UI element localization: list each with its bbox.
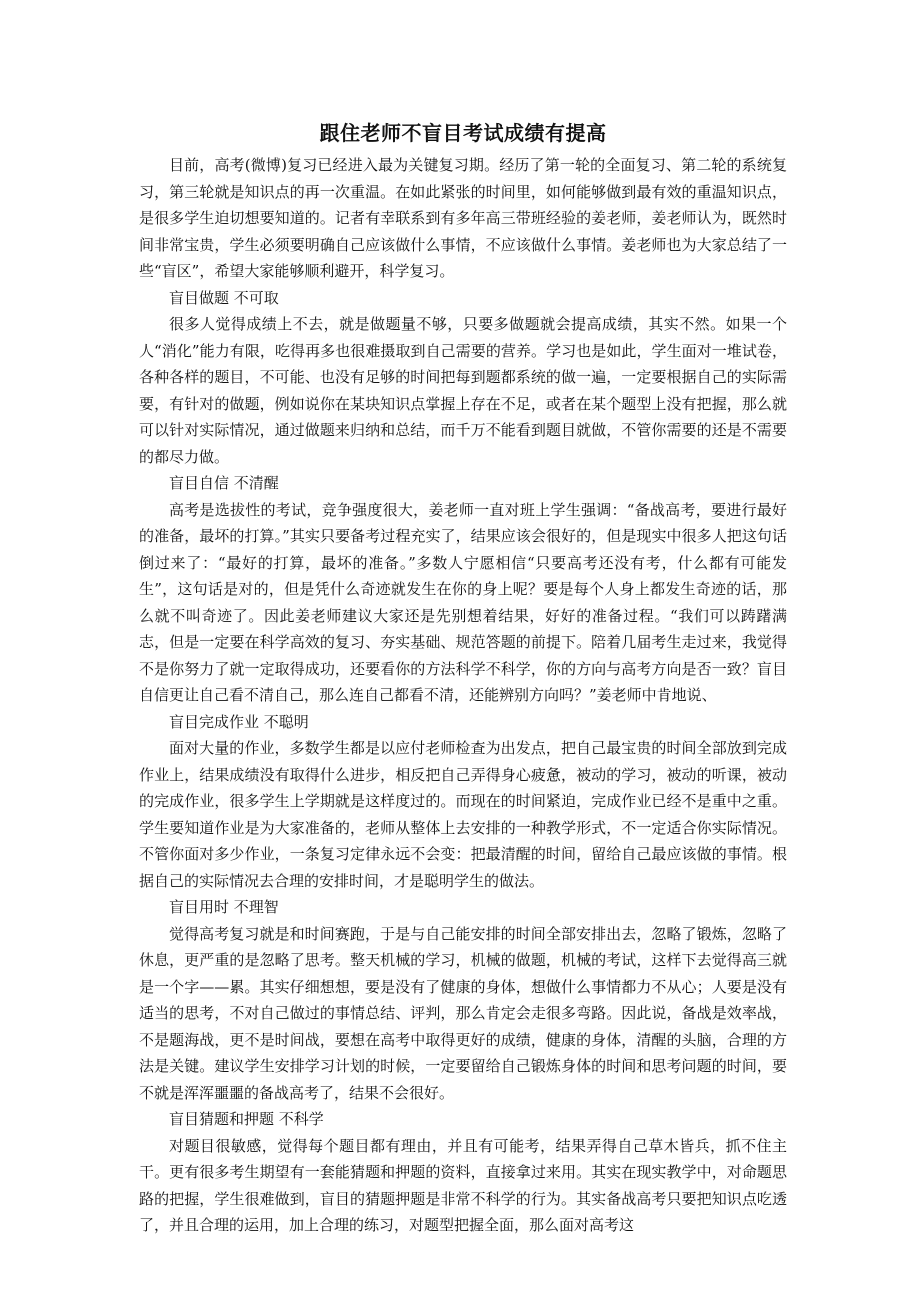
section-body-2: 高考是选拔性的考试，竞争强度很大，姜老师一直对班上学生强调：“备战高考，要进行最好的准备，最坏的打算。”其实只要备考过程充实了，结果应该会很好的，但是现实中很多人把这句话倒过来了：“最好的打算，最坏的准备。”多数人宁愿相信“只要高考还没有考，什么都有可能发生”，这句话是对的，但是凭什么奇迹就发生在你的身上呢？要是每个人身上都发生奇迹的话，那么就不叫奇迹了。因此姜老师建议大家还是先别想着结果，好好的准备过程。“我们可以踌躇满志，但是一定要在科学高效的复习、夯实基础、规范答题的前提下。陪着几届考生走过来，我觉得不是你努力了就一定取得成功，还要看你的方法科学不科学，你的方向与高考方向是否一致？盲目自信更让自己看不清自己，那么连自己都看不清，还能辨别方向吗？”姜老师中肯地说、 bbox=[139, 500, 787, 704]
section-heading-2: 盲目自信 不清醒 bbox=[169, 474, 279, 492]
section-heading-3: 盲目完成作业 不聪明 bbox=[169, 712, 309, 731]
section-body-1: 很多人觉得成绩上不去，就是做题量不够，只要多做题就会提高成绩，其实不然。如果一个人“消化”能力有限，吃得再多也很难摄取到自己需要的营养。学习也是如此，学生面对一堆试卷，各种各样的题目，不可能、也没有足够的时间把每到题都系统的做一遍，一定要根据自己的实际需要，有针对的做题，例如说你在某块知识点掌握上存在不足，或者在某个题型上没有把握，那么就可以针对实际情况，通过做题来归纳和总结，而千万不能看到题目就做，不管你需要的还是不需要的都尽力做。 bbox=[139, 315, 787, 466]
intro-paragraph: 目前，高考(微博)复习已经进入最为关键复习期。经历了第一轮的全面复习、第二轮的系统复习，第三轮就是知识点的再一次重温。在如此紧张的时间里，如何能够做到最有效的重温知识点，是很多学生迫切想要知道的。记者有幸联系到有多年高三带班经验的姜老师，姜老师认为，既然时间非常宝贵，学生必须要明确自己应该做什么事情，不应该做什么事情。姜老师也为大家总结了一些“盲区”，希望大家能够顺利避开，科学复习。 bbox=[139, 156, 787, 280]
section-body-4: 觉得高考复习就是和时间赛跑，于是与自己能安排的时间全部安排出去，忽略了锻炼，忽略了休息，更严重的是忽略了思考。整天机械的学习，机械的做题，机械的考试，这样下去觉得高三就是一个字——累。其实仔细想想，要是没有了健康的身体，想做什么事情都力不从心；人要是没有适当的思考，不对自己做过的事情总结、评判，那么肯定会走很多弯路。因此说，备战是效率战，不是题海战，更不是时间战，要想在高考中取得更好的成绩，健康的身体，清醒的头脑，合理的方法是关键。建议学生安排学习计划的时候，一定要留给自己锻炼身体的时间和思考问题的时间，要不就是浑浑噩噩的备战高考了，结果不会很好。 bbox=[139, 924, 787, 1102]
section-body-3: 面对大量的作业，多数学生都是以应付老师检查为出发点，把自己最宝贵的时间全部放到完成作业上，结果成绩没有取得什么进步，相反把自己弄得身心疲惫，被动的学习，被动的听课，被动的完成作业，很多学生上学期就是这样度过的。而现在的时间紧迫，完成作业已经不是重中之重。学生要知道作业是为大家准备的，老师从整体上去安排的一种教学形式，不一定适合你实际情况。不管你面对多少作业，一条复习定律永远不会变：把最清醒的时间，留给自己最应该做的事情。根据自己的实际情况去合理的安排时间，才是聪明学生的做法。 bbox=[139, 739, 787, 890]
section-body-5: 对题目很敏感，觉得每个题目都有理由，并且有可能考，结果弄得自己草木皆兵，抓不住主干。更有很多考生期望有一套能猜题和押题的资料，直接拿过来用。其实在现实教学中，对命题思路的把握，学生很难做到，盲目的猜题押题是非常不科学的行为。其实备战高考只要把知识点吃透了，并且合理的运用，加上合理的练习，对题型把握全面，那么面对高考这 bbox=[139, 1136, 787, 1234]
section-heading-4: 盲目用时 不理智 bbox=[169, 898, 279, 916]
article-title: 跟住老师不盲目考试成绩有提高 bbox=[319, 121, 607, 145]
document-page bbox=[139, 118, 787, 1239]
section-heading-5: 盲目猜题和押题 不科学 bbox=[169, 1110, 324, 1128]
section-heading-1: 盲目做题 不可取 bbox=[169, 288, 279, 307]
